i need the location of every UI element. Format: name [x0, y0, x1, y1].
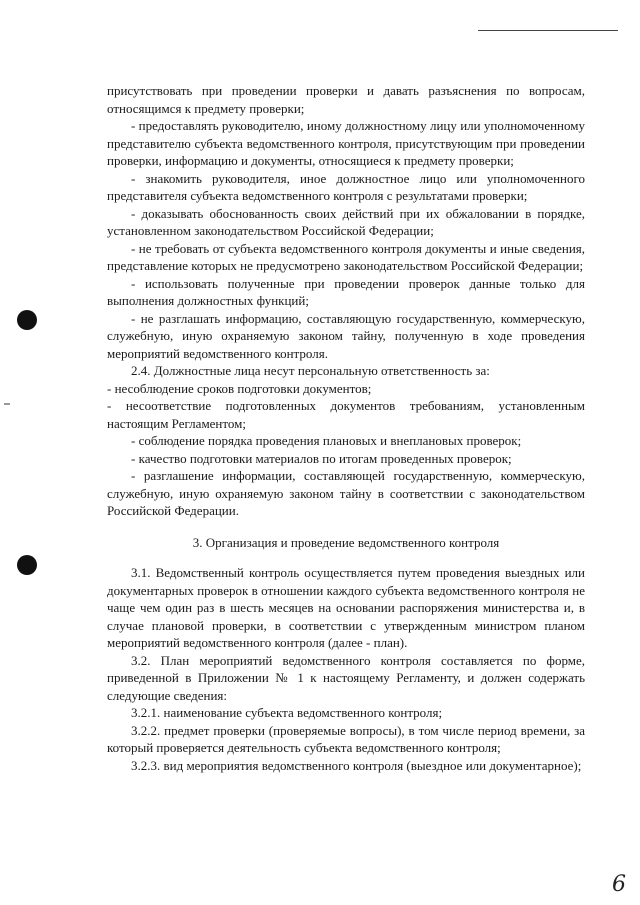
scan-artifact [4, 403, 10, 405]
page-number: 6 [612, 872, 626, 897]
paragraph: - не требовать от субъекта ведомственного контроля документы и иные сведения, представление которых не предусмотрено законодательством Российской Федерации; [107, 240, 585, 273]
paragraph: 3.2.3. вид мероприятия ведомственного контроля (выездное или документарное); [131, 757, 582, 773]
paragraph: 3.1. Ведомственный контроль осуществляется путем проведения выездных или документарных проверок в отношении каждого субъекта ведомственного контроля не чаще чем один раз в шесть месяцев на основании распоряжения министерства и, в случае плановой проверки, в соответствии с утвержденным министром планом мероприятий ведомственного контроля (далее - план). [107, 565, 585, 650]
paragraph: - предоставлять руководителю, иному должностному лицу или уполномоченному представителю субъекта ведомственного контроля, присутствующим при проведении проверки, информацию и документы, относящиеся к предмету проверки; [107, 118, 585, 168]
paragraph: - качество подготовки материалов по итогам проведенных проверок; [131, 450, 512, 466]
punch-hole [17, 310, 37, 330]
paragraph: присутствовать при проведении проверки и давать разъяснения по вопросам, относящимся к предмету проверки; [107, 83, 585, 116]
paragraph: - использовать полученные при проведении проверок данные только для выполнения должностных функций; [107, 275, 585, 308]
paragraph: - несоблюдение сроков подготовки документов; [107, 380, 372, 396]
paragraph: - доказывать обоснованность своих действий при их обжаловании в порядке, установленном законодательством Российской Федерации; [107, 205, 585, 238]
top-rule [478, 30, 618, 31]
paragraph: 3.2. План мероприятий ведомственного контроля составляется по форме, приведенной в Приложении № 1 к настоящему Регламенту, и должен содержать следующие сведения: [107, 652, 585, 703]
document-body [107, 82, 585, 774]
paragraph: 3.2.1. наименование субъекта ведомственного контроля; [131, 705, 443, 720]
paragraph: - знакомить руководителя, иное должностное лицо или уполномоченного представителя субъекта ведомственного контроля с результатами проверки; [107, 170, 585, 203]
paragraph: - разглашение информации, составляющей государственную, коммерческую, служебную, иную охраняемую законом тайну в соответствии с законодательством Российской Федерации. [107, 468, 585, 518]
paragraph: 3.2.2. предмет проверки (проверяемые вопросы), в том числе период времени, за который проверяется деятельность субъекта ведомственного контроля; [107, 722, 585, 755]
section-heading: 3. Организация и проведение ведомственного контроля [192, 534, 500, 550]
paragraph: 2.4. Должностные лица несут персональную ответственность за: [131, 363, 490, 378]
punch-hole [17, 555, 37, 575]
paragraph: - несоответствие подготовленных документов требованиям, установленным настоящим Регламентом; [107, 398, 585, 431]
paragraph: - не разглашать информацию, составляющую государственную, коммерческую, служебную, иную охраняемую законом тайну, полученную в ходе проведения мероприятий ведомственного контроля. [107, 310, 585, 361]
paragraph: - соблюдение порядка проведения плановых и внеплановых проверок; [131, 433, 522, 448]
